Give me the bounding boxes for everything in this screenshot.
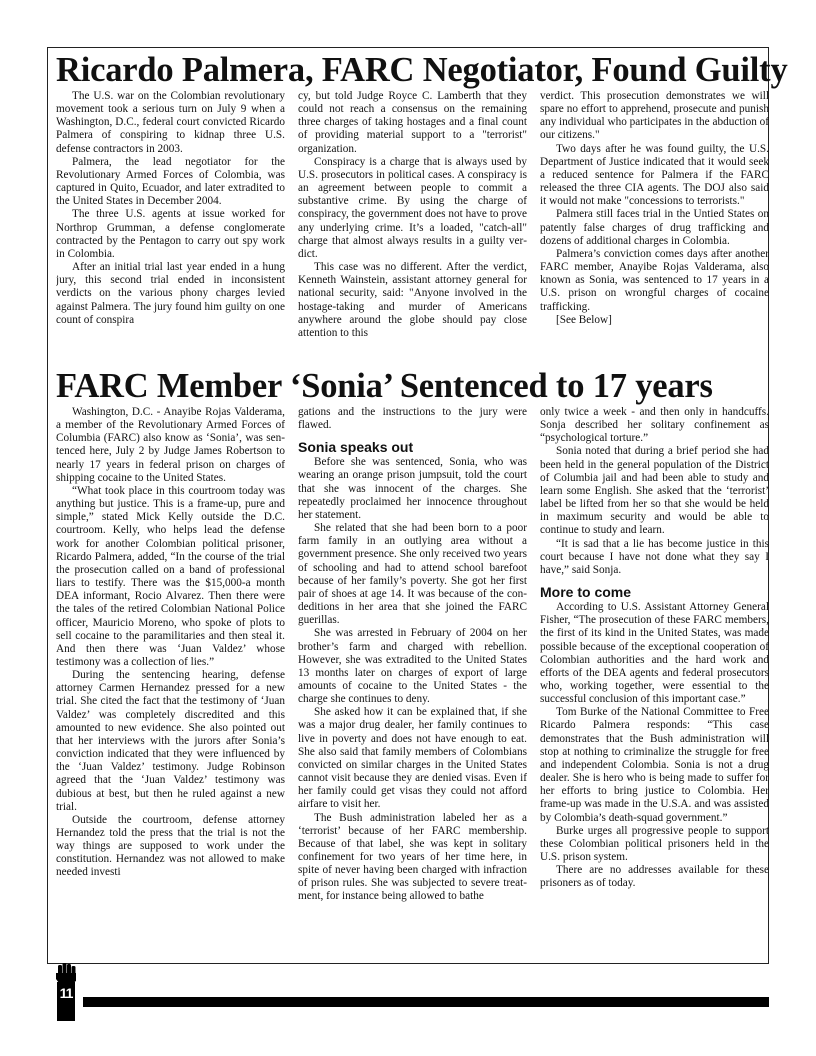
article-sonia-column-3 [540,406,769,959]
article-palmera-column-3 [540,90,769,358]
paragraph: She was arrested in February of 2004 on her brother’s farm and charged with rebellion. However, she was extradited to the United States 13 months later on charges of export of large amounts of cocaine to the United States - the charge she continues to deny. [298,627,527,706]
article-sonia-column-2 [298,406,527,959]
footer-rule [83,997,769,1007]
paragraph: The three U.S. agents at issue worked for Northrop Grumman, a defense conglomerate contracted by the Pentagon to carry out spy work in Colombia. [56,208,285,260]
paragraph: Washington, D.C. - Anayibe Rojas Valderama, a member of the Revolutionary Armed Forces of Columbia (FARC) also know as ‘Sonia’, was sentenced here, July 2 by Judge James Robertson to nearly 17 years in federal prison on charges of shipping cocaine to the United States. [56,406,285,484]
paragraph: Tom Burke of the National Committee to Free Ricardo Palmera responds: “This case demonstrates that the Bush administration will stop at nothing to criminalize the struggle for free and independent Colombia. Sonia is not a drug dealer. She is hero who is being made to suffer for her efforts to bring justice to Colombia. Her frame-up was made in the U.S.A. and was assisted by Colombia’s death-squad government.” [540,706,769,824]
article-palmera-column-2 [298,90,527,358]
paragraph: cy, but told Judge Royce C. Lamberth that they could not reach a consensus on the remaining three charges of taking hostages and a final count of providing material support to a "terrorist" organization. [298,90,527,155]
article-palmera-body [56,90,769,358]
paragraph: Palmera, the lead negotiator for the Revolutionary Armed Forces of Colombia, was captured in Quito, Ecuador, and later extradited to the United States in December 2004. [56,155,285,208]
headline-sonia: FARC Member ‘Sonia’ Sentenced to 17 years [56,367,713,405]
subheading-more-to-come: More to come [540,584,632,601]
paragraph: Sonia noted that during a brief period she had been held in the general population of the District of Columbia jail and had been able to study and learn some English. She asked that the ‘terrorist’ label be lifted from her so that she would be held in maximum security and would be able to continue to study and learn. [540,445,769,537]
paragraph: During the sentencing hearing, defense attorney Carmen Hernandez pressed for a new trial. She cited the fact that the testimony of ‘Juan Valdez’ was completely discredited and this amounted to new evidence. She also pointed out that her interviews with the jurors after Sonia’s conviction indicated that they were influenced by the ‘Juan Valdez’ testimony. Judge Robinson agreed that the ‘Juan Valdez’ testimony was dubious at best, but then he ruled against a new trial. [56,669,285,813]
article-sonia-body [56,406,769,959]
paragraph: The Bush administration labeled her as a ‘terrorist’ because of her FARC membership. Because of that label, she was kept in solitary confinement for two years of her time here, in spite of never having been charged with infraction of prison rules. She was subjected to severe treatment, for instance being allowed to bathe [298,811,527,903]
article-sonia-column-1 [56,406,285,959]
subheading-sonia-speaks-out: Sonia speaks out [298,439,414,456]
paragraph: This case was no different. After the verdict, Kenneth Wainstein, assistant attorney general for national security, said: "Anyone involved in the hostage-taking and murder of Americans anywhere around the globe should pay close attention to this [298,261,527,339]
paragraph: Burke urges all progressive people to support these Colombian political prisoners held in the U.S. prison system. [540,824,769,863]
page-footer [47,963,769,1021]
paragraph: gations and the instructions to the jury were flawed. [298,406,527,432]
paragraph: Palmera’s conviction comes days after another FARC member, Anayibe Rojas Valderama, also known as Sonia, was sentenced to 17 years in a U.S. prison on wrongful charges of cocaine trafficking. [540,247,769,313]
paragraph: She related that she had been born to a poor farm family in an outlying area without a government presence. She only received two years of schooling and had to attend school barefoot because of her family’s poverty. She got her first pair of shoes at age 14. It was because of the condeditions in her area that she joined the FARC guerillas. [298,522,527,627]
paragraph: There are no addresses available for these prisoners as of today. [540,864,769,890]
paragraph: verdict. This prosecution demonstrates we will spare no effort to apprehend, prosecute and punish any individual who participates in the abduction of our citizens." [540,90,769,142]
paragraph: The U.S. war on the Colombian revolutionary movement took a serious turn on July 9 when a Washington, D.C., federal court convicted Ricardo Palmera of conspiring to kidnap three U.S. defense contractors in 2003. [56,90,285,155]
paragraph: Conspiracy is a charge that is always used by U.S. prosecutors in political cases. A conspiracy is an agreement between people to commit a substantive crime. By using the charge of conspiracy, the government does not have to prove any underlying crime. It’s a loaded, "catch-all" charge that almost always results in a guilty verdict. [298,155,527,260]
article-frame [47,47,788,964]
paragraph: Before she was sentenced, Sonia, who was wearing an orange prison jumpsuit, told the court that she was innocent of the charges. She repeatedly proclaimed her innocence throughout her statement. [298,456,527,521]
see-below-note: [See Below] [556,313,612,326]
article-palmera-column-1 [56,90,285,358]
paragraph: only twice a week - and then only in handcuffs. Sonja described her solitary confinement as “psychological torture.” [540,406,769,445]
paragraph: “What took place in this courtroom today was anything but justice. This is a frame-up, pure and simple,” stated Mick Kelly outside the D.C. courtroom. Kelly, who helps lead the defense work for another Colombian political prisoner, Ricardo Palmera, added, “In the course of the trial the prosecution called on a band of professional liars to testify. There was the $15,000-a month DEA informant, Rocio Alvarez. Then there were the tales of the retired Colombian National Police officer, Mauricio Moreno, who spoke of plots to sell cocaine to the paramilitaries and then steal it. And then there was ‘Juan Valdez’ whose testimony was a collection of lies.” [56,484,285,668]
paragraph: Two days after he was found guilty, the U.S. Department of Justice indicated that it would seek a reduced sentence for Palmera if the FARC released the three CIA agents. The DOJ also said it would not make "concessions to terrorists." [540,142,769,208]
paragraph: Palmera still faces trial in the Untied States on patently false charges of drug trafficking and dozens of additional charges in Colombia. [540,208,769,247]
page-number: 11 [59,985,73,1001]
paragraph: After an initial trial last year ended in a hung jury, this second trial ended in inconsistent verdicts on the various phony charges levied against Palmera. The jury found him guilty on one count of conspira [56,261,285,326]
paragraph: “It is sad that a lie has become justice in this court because I have not done what they say I have,” said Sonja. [540,537,769,576]
paragraph: She asked how it can be explained that, if she was a major drug dealer, her family continues to live in poverty and does not have enough to eat. She also said that family members of Colombians convicted on similar charges in the United States cannot visit because they are denied visas. Even if her family could get visas they could not afford airfare to visit her. [298,706,527,811]
headline-palmera: Ricardo Palmera, FARC Negotiator, Found Guilty [56,51,788,89]
paragraph: According to U.S. Assistant Attorney General Fisher, “The prosecution of these FARC members, the first of its kind in the United States, was made possible because of the exceptional cooperation of Colombian authorities and the hard work and efforts of the DEA agents and federal prosecutors who, working together, were essential to the successful conclusion of this important case.” [540,601,769,706]
paragraph: Outside the courtroom, defense attorney Hernandez told the press that the trial is not the way things are supposed to work under the constitution. Hernandez was not allowed to make needed investi [56,813,285,879]
